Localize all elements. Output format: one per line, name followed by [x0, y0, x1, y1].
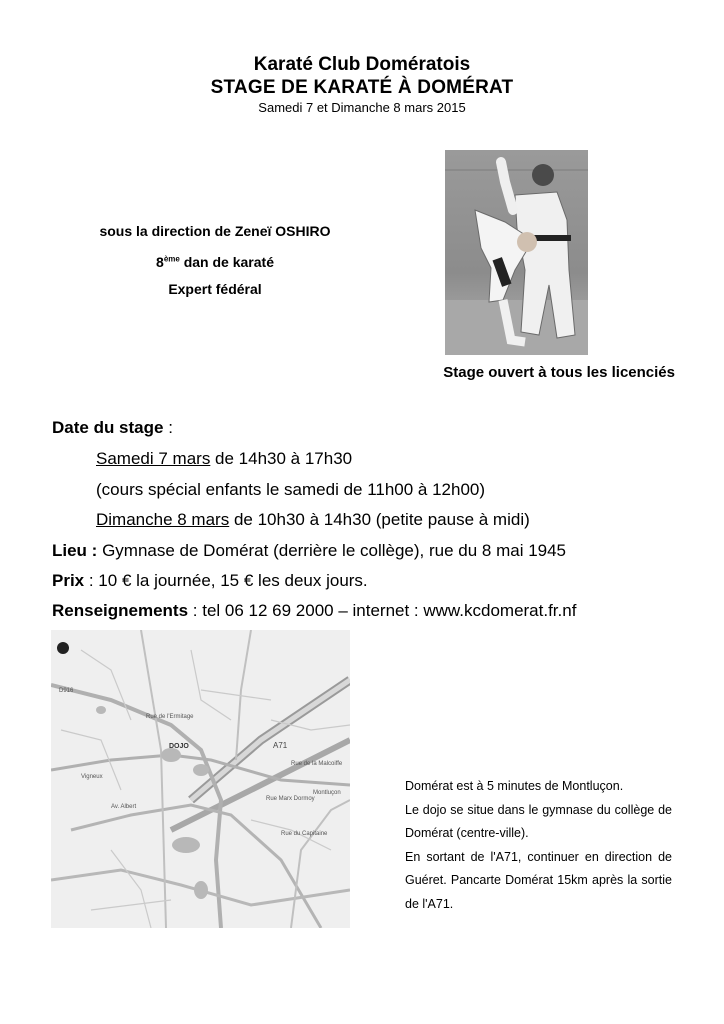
renseignements-line: Renseignements : tel 06 12 69 2000 – internet : www.kcdomerat.fr.nf: [52, 601, 577, 620]
map-label-d916: D916: [59, 688, 74, 694]
access-info-p1: Domérat est à 5 minutes de Montluçon.: [405, 779, 624, 793]
saturday-line: Samedi 7 mars de 14h30 à 17h30: [96, 449, 353, 468]
lieu-line: Lieu : Gymnase de Domérat (derrière le collège), rue du 8 mai 1945: [52, 541, 567, 560]
map-label-capitaine: Rue du Capitaine: [281, 831, 328, 837]
page-title: STAGE DE KARATÉ À DOMÉRAT: [210, 77, 514, 98]
expert-line: Expert fédéral: [168, 281, 262, 297]
map-label-albert: Av. Albert: [111, 804, 137, 810]
date-label-line: Date du stage :: [52, 418, 173, 437]
karate-photo-image: [445, 150, 588, 355]
map-drawing: [51, 630, 350, 928]
sunday-line: Dimanche 8 mars de 10h30 à 14h30 (petite pause à midi): [96, 510, 530, 529]
kids-note: (cours spécial enfants le samedi de 11h00 à 12h00): [96, 480, 486, 499]
prix-line: Prix : 10 € la journée, 15 € les deux jours.: [52, 571, 368, 590]
map-label-dojo: DOJO: [169, 743, 189, 750]
map-label-a71: A71: [273, 741, 288, 750]
access-info-p3: En sortant de l'A71, continuer en direction de Guéret. Pancarte Domérat 15km après la sortie de l'A71.: [405, 849, 672, 911]
map-label-dormoy: Rue Marx Dormoy: [266, 796, 315, 802]
access-info-p2: Le dojo se situe dans le gymnase du collège de Domérat (centre-ville).: [405, 802, 672, 840]
map-label-vigneux: Vigneux: [81, 774, 103, 780]
photo-caption: Stage ouvert à tous les licenciés: [443, 364, 675, 381]
map-label-ermitage: Rue de l'Ermitage: [146, 714, 194, 720]
grade-line: 8ème dan de karaté: [156, 254, 274, 270]
karate-photo: [445, 150, 588, 355]
event-dates: Samedi 7 et Dimanche 8 mars 2015: [258, 100, 466, 115]
map-label-malcoiffe: Rue de la Malcoiffe: [291, 761, 343, 767]
location-map: [51, 630, 350, 928]
direction-line: sous la direction de Zeneï OSHIRO: [99, 223, 331, 239]
access-info: [405, 775, 672, 916]
map-label-montlucon: Montluçon: [313, 790, 341, 796]
club-name: Karaté Club Domératois: [253, 54, 471, 75]
